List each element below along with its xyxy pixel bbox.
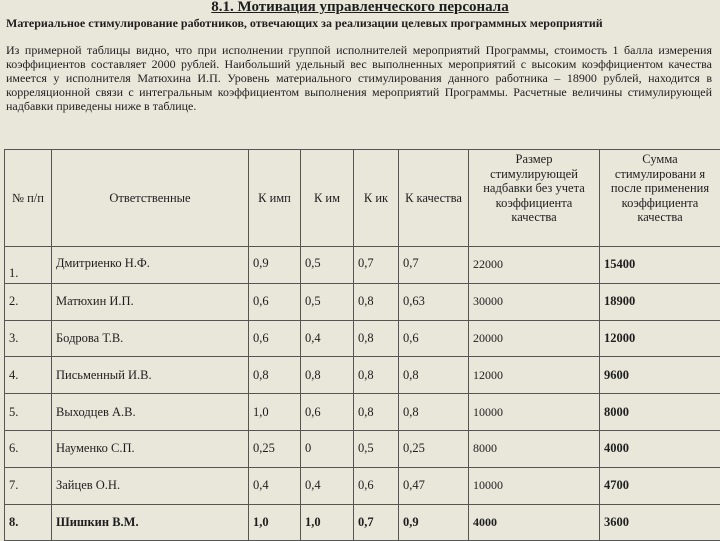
- cell-k-imp: 0,8: [249, 357, 301, 394]
- header-k-im: К им: [301, 150, 354, 247]
- cell-total: 18900: [600, 283, 720, 320]
- cell-bonus: 20000: [469, 320, 600, 357]
- header-total: Сумма стимулировани я после применения коэффициента качества: [600, 150, 720, 247]
- cell-k-imp: 0,25: [249, 430, 301, 467]
- cell-k-ik: 0,8: [354, 283, 399, 320]
- table-row: [5, 394, 720, 431]
- cell-name: Шишкин В.М.: [52, 504, 249, 541]
- cell-k-quality: 0,8: [399, 394, 469, 431]
- header-bonus: Размер стимулирующей надбавки без учета коэффициента качества: [469, 150, 600, 247]
- cell-num: 4.: [5, 357, 52, 394]
- cell-total: 4000: [600, 430, 720, 467]
- cell-k-imp: 0,6: [249, 320, 301, 357]
- cell-num: 8.: [5, 504, 52, 541]
- cell-k-imp: 1,0: [249, 504, 301, 541]
- table-body: [5, 247, 720, 541]
- cell-name: Письменный И.В.: [52, 357, 249, 394]
- cell-name: Зайцев О.Н.: [52, 467, 249, 504]
- cell-k-im: 0: [301, 430, 354, 467]
- table-row: [5, 283, 720, 320]
- cell-k-im: 0,4: [301, 320, 354, 357]
- cell-k-im: 0,4: [301, 467, 354, 504]
- subtitle: Материальное стимулирование работников, отвечающих за реализации целевых программных мероприятий: [6, 17, 706, 30]
- cell-total: 9600: [600, 357, 720, 394]
- cell-total: 12000: [600, 320, 720, 357]
- cell-bonus: 10000: [469, 467, 600, 504]
- table-row: [5, 357, 720, 394]
- cell-k-ik: 0,8: [354, 320, 399, 357]
- cell-num: 7.: [5, 467, 52, 504]
- stimulation-table: [4, 149, 720, 541]
- header-name: Ответственные: [52, 150, 249, 247]
- cell-k-quality: 0,8: [399, 357, 469, 394]
- cell-k-quality: 0,25: [399, 430, 469, 467]
- slide-title: [0, 0, 720, 16]
- header-k-quality: К качества: [399, 150, 469, 247]
- cell-bonus: 22000: [469, 247, 600, 284]
- table-row: [5, 247, 720, 284]
- cell-k-ik: 0,8: [354, 357, 399, 394]
- cell-name: Науменко С.П.: [52, 430, 249, 467]
- cell-bonus: 10000: [469, 394, 600, 431]
- table-row: [5, 320, 720, 357]
- cell-k-ik: 0,7: [354, 504, 399, 541]
- cell-k-imp: 0,6: [249, 283, 301, 320]
- cell-k-quality: 0,47: [399, 467, 469, 504]
- cell-k-ik: 0,7: [354, 247, 399, 284]
- cell-k-im: 0,6: [301, 394, 354, 431]
- table-row: [5, 430, 720, 467]
- cell-bonus: 12000: [469, 357, 600, 394]
- cell-total: 15400: [600, 247, 720, 284]
- cell-num: 3.: [5, 320, 52, 357]
- cell-k-im: 0,5: [301, 247, 354, 284]
- cell-k-quality: 0,6: [399, 320, 469, 357]
- cell-bonus: 8000: [469, 430, 600, 467]
- cell-k-ik: 0,6: [354, 467, 399, 504]
- cell-total: 3600: [600, 504, 720, 541]
- table-row: [5, 467, 720, 504]
- cell-k-im: 1,0: [301, 504, 354, 541]
- cell-k-quality: 0,63: [399, 283, 469, 320]
- cell-k-quality: 0,7: [399, 247, 469, 284]
- header-k-ik: К ик: [354, 150, 399, 247]
- cell-name: Матюхин И.П.: [52, 283, 249, 320]
- cell-k-quality: 0,9: [399, 504, 469, 541]
- cell-k-ik: 0,8: [354, 394, 399, 431]
- table-row: [5, 504, 720, 541]
- header-k-imp: К имп: [249, 150, 301, 247]
- cell-num: 5.: [5, 394, 52, 431]
- cell-k-im: 0,8: [301, 357, 354, 394]
- cell-k-imp: 1,0: [249, 394, 301, 431]
- cell-bonus: 4000: [469, 504, 600, 541]
- cell-num: 6.: [5, 430, 52, 467]
- cell-num: 1.: [5, 247, 52, 284]
- cell-total: 4700: [600, 467, 720, 504]
- table-header-row: [5, 150, 720, 247]
- cell-k-im: 0,5: [301, 283, 354, 320]
- cell-k-ik: 0,5: [354, 430, 399, 467]
- header-num: № п/п: [5, 150, 52, 247]
- intro-paragraph: Из примерной таблицы видно, что при исполнении группой исполнителей мероприятий Программы, стоимость 1 балла измерения коэффициентов составляет 2000 рублей. Наибольший удельный вес выполненных мероприятий с высоким коэффициентом качества имеется у исполнителя Матюхина И.П. Уровень материального стимулирования данного работника – 18900 рублей, находится в корреляционной связи с интегральным коэффициентом выполнения мероприятий Программы. Расчетные величины стимулирующей надбавки приведены ниже в таблице.: [6, 43, 712, 113]
- slide-title-text: 8.1. Мотивация управленческого персонала: [211, 0, 508, 15]
- cell-num: 2.: [5, 283, 52, 320]
- cell-bonus: 30000: [469, 283, 600, 320]
- cell-name: Дмитриенко Н.Ф.: [52, 247, 249, 284]
- cell-k-imp: 0,4: [249, 467, 301, 504]
- cell-name: Бодрова Т.В.: [52, 320, 249, 357]
- cell-total: 8000: [600, 394, 720, 431]
- cell-name: Выходцев А.В.: [52, 394, 249, 431]
- cell-k-imp: 0,9: [249, 247, 301, 284]
